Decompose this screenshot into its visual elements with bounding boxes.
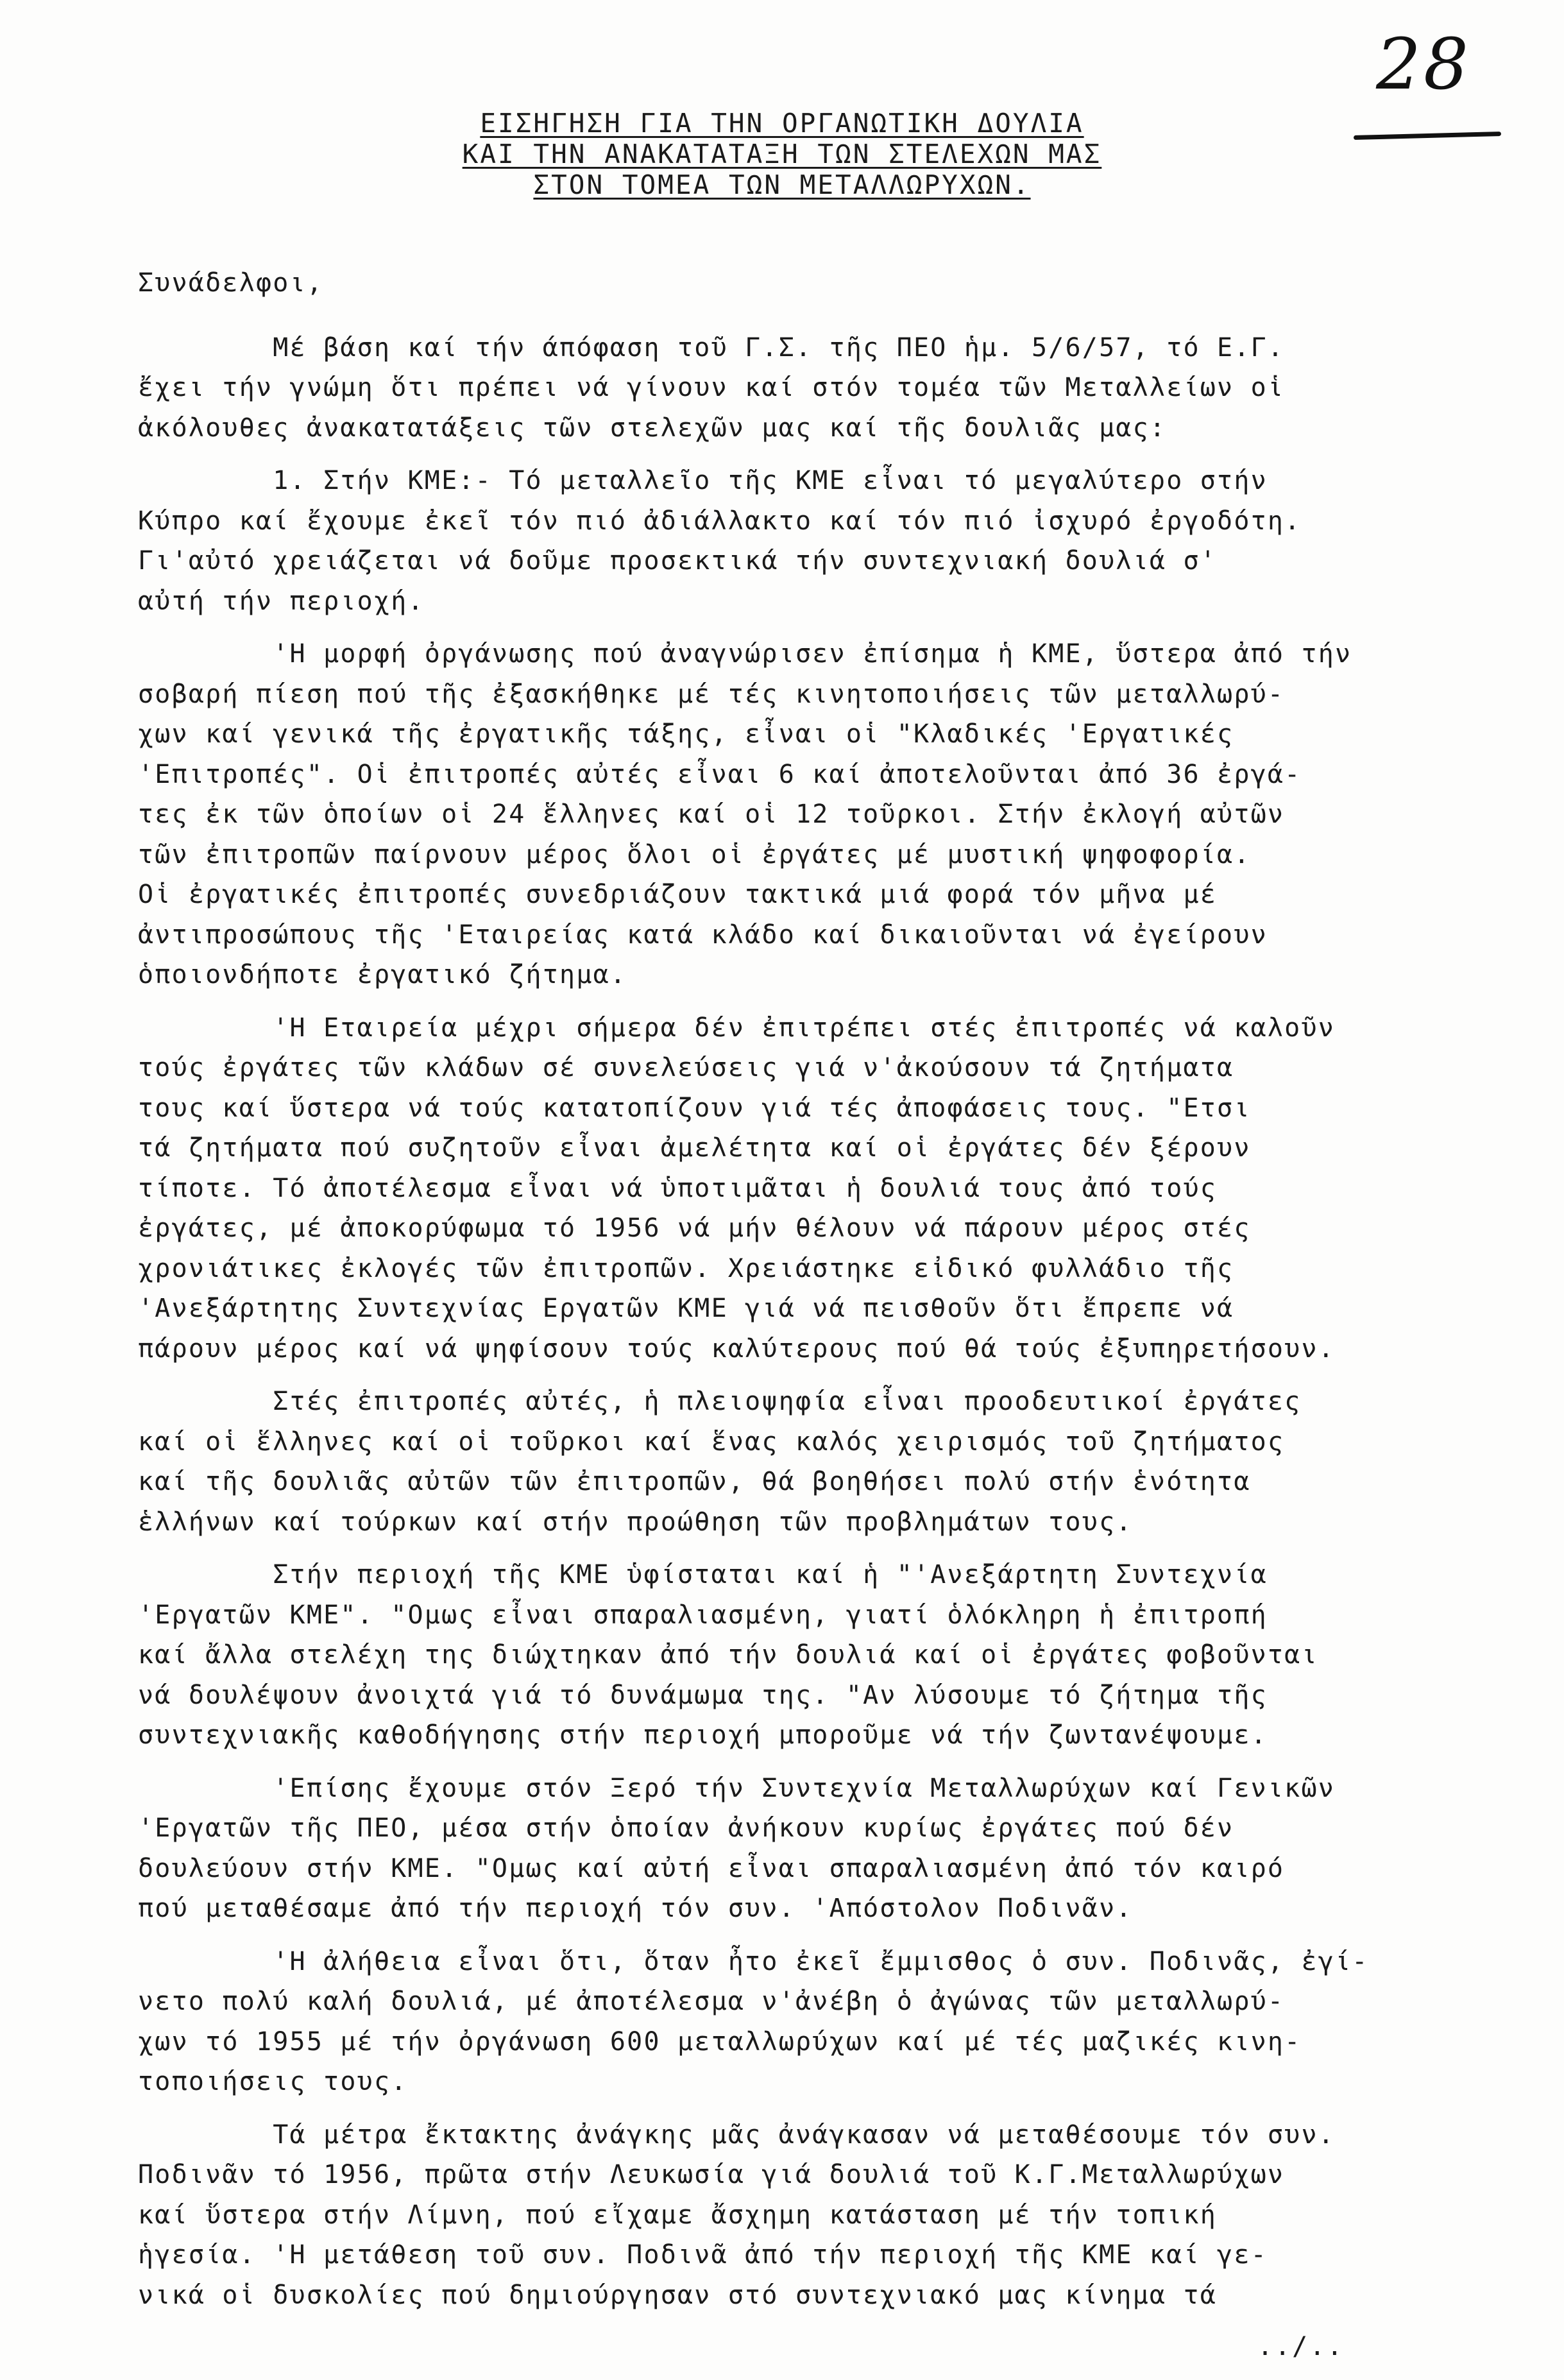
paragraph — [138, 1768, 1504, 1929]
text-line: 'Η μορφή ὀργάνωσης πού ἀναγνώρισεν ἐπίσημα ἡ ΚΜΕ, ὕστερα ἀπό τήν — [138, 639, 1352, 669]
text-line: τους καί ὕστερα νά τούς κατατοπίζουν γιά τές ἀποφάσεις τους. "Ετσι — [138, 1093, 1251, 1123]
paragraph — [138, 1008, 1504, 1369]
title-line: ΣΤΟΝ ΤΟΜΕΑ ΤΩΝ ΜΕΤΑΛΛΩΡΥΧΩΝ. — [533, 169, 1031, 200]
text-line: 'Η ἀλήθεια εἶναι ὅτι, ὅταν ἦτο ἐκεῖ ἔμμισθος ὁ συν. Ποδινᾶς, ἐγί- — [138, 1946, 1369, 1976]
handwritten-page-number: 28 — [1376, 23, 1471, 105]
text-line: ἡγεσία. 'Η μετάθεση τοῦ συν. Ποδινᾶ ἀπό τήν περιοχή τῆς ΚΜΕ καί γε- — [138, 2240, 1268, 2270]
text-line: τά ζητήματα πού συζητοῦν εἶναι ἀμελέτητα καί οἱ ἐργάτες δέν ξέρουν — [138, 1133, 1251, 1163]
text-line: τες ἐκ τῶν ὁποίων οἱ 24 ἕλληνες καί οἱ 12 τοῦρκοι. Στήν ἐκλογή αὐτῶν — [138, 800, 1285, 829]
title-line: ΕΙΣΗΓΗΣΗ ΓΙΑ ΤΗΝ ΟΡΓΑΝΩΤΙΚΗ ΔΟΥΛΙΑ — [480, 108, 1084, 139]
text-line: ἐργάτες, μέ ἀποκορύφωμα τό 1956 νά μήν θέλουν νά πάρουν μέρος στές — [138, 1213, 1251, 1243]
text-line: ἀκόλουθες ἀνακατατάξεις τῶν στελεχῶν μας καί τῆς δουλιᾶς μας: — [138, 413, 1167, 443]
text-line: καί οἱ ἕλληνες καί οἱ τοῦρκοι καί ἕνας καλός χειρισμός τοῦ ζητήματος — [138, 1426, 1285, 1457]
text-line: 1. Στήν ΚΜΕ:- Τό μεταλλεῖο τῆς ΚΜΕ εἶναι τό μεγαλύτερο στήν — [138, 466, 1268, 495]
text-line: καί ὕστερα στήν Λίμνη, πού εἴχαμε ἄσχημη κατάσταση μέ τήν τοπική — [138, 2200, 1218, 2230]
text-line: Μέ βάση καί τήν άπόφαση τοῦ Γ.Σ. τῆς ΠΕΟ ἡμ. 5/6/57, τό Ε.Γ. — [138, 332, 1285, 363]
paragraph — [138, 1382, 1504, 1542]
text-line: συντεχνιακῆς καθοδήγησης στήν περιοχή μποροῦμε νά τήν ζωντανέψουμε. — [138, 1720, 1268, 1750]
text-line: νετο πολύ καλή δουλιά, μέ ἀποτέλεσμα ν'ἀνέβη ὁ ἀγώνας τῶν μεταλλωρύ- — [138, 1987, 1285, 2016]
text-line: τοποιήσεις τους. — [138, 2067, 408, 2096]
text-line: χων καί γενικά τῆς ἐργατικῆς τάξης, εἶναι οἱ "Κλαδικές 'Εργατικές — [138, 719, 1234, 749]
paragraph — [138, 634, 1504, 995]
text-line: σοβαρή πίεση πού τῆς ἐξασκήθηκε μέ τές κινητοποιήσεις τῶν μεταλλωρύ- — [138, 679, 1285, 709]
text-line: 'Εργατῶν τῆς ΠΕΟ, μέσα στήν ὁποίαν ἀνήκουν κυρίως ἐργάτες πού δέν — [138, 1813, 1234, 1843]
document-body — [138, 263, 1504, 2315]
paragraph — [138, 2115, 1504, 2316]
text-line: τῶν ἐπιτροπῶν παίρνουν μέρος ὅλοι οἱ ἐργάτες μέ μυστική ψηφοφορία. — [138, 839, 1251, 869]
text-line: τούς ἐργάτες τῶν κλάδων σέ συνελεύσεις γιά ν'ἀκούσουν τά ζητήματα — [138, 1053, 1234, 1083]
text-line: ὁποιονδήποτε ἐργατικό ζήτημα. — [138, 960, 627, 989]
text-line: Στές ἐπιτροπές αὐτές, ἡ πλειοψηφία εἶναι προοδευτικοί ἐργάτες — [138, 1387, 1302, 1416]
text-line: 'Η Εταιρεία μέχρι σήμερα δέν ἐπιτρέπει στές ἐπιτροπές νά καλοῦν — [138, 1013, 1336, 1043]
title-line: ΚΑΙ ΤΗΝ ΑΝΑΚΑΤΑΤΑΞΗ ΤΩΝ ΣΤΕΛΕΧΩΝ ΜΑΣ — [462, 139, 1102, 169]
text-line: χων τό 1955 μέ τήν ὀργάνωση 600 μεταλλωρύχων καί μέ τές μαζικές κινη- — [138, 2026, 1302, 2057]
text-line: Κύπρο καί ἔχουμε ἐκεῖ τόν πιό ἀδιάλλακτο καί τόν πιό ἰσχυρό ἐργοδότη. — [138, 506, 1302, 536]
paragraph — [138, 1555, 1504, 1756]
text-line: ἀντιπροσώπους τῆς 'Εταιρείας κατά κλάδο καί δικαιοῦνται νά ἐγείρουν — [138, 920, 1268, 950]
text-line: 'Επίσης ἔχουμε στόν Ξερό τήν Συντεχνία Μεταλλωρύχων καί Γενικῶν — [138, 1773, 1336, 1803]
continuation-mark: ../.. — [1257, 2332, 1345, 2361]
text-line: 'Επιτροπές". Οἱ ἐπιτροπές αὐτές εἶναι 6 καί ἀποτελοῦνται ἀπό 36 ἐργά- — [138, 759, 1302, 789]
text-line: πάρουν μέρος καί νά ψηφίσουν τούς καλύτερους πού θά τούς ἐξυπηρετήσουν. — [138, 1333, 1336, 1364]
text-line: 'Ανεξάρτητης Συντεχνίας Εργατῶν ΚΜΕ γιά νά πεισθοῦν ὅτι ἔπρεπε νά — [138, 1294, 1234, 1323]
paragraph — [138, 328, 1504, 449]
salutation: Συνάδελφοι, — [138, 268, 324, 298]
text-line: χρονιάτικες ἐκλογές τῶν ἐπιτροπῶν. Χρειάστηκε εἰδικό φυλλάδιο τῆς — [138, 1253, 1234, 1283]
text-line: νά δουλέψουν ἀνοιχτά γιά τό δυνάμωμα της. "Αν λύσουμε τό ζήτημα τῆς — [138, 1680, 1268, 1710]
text-line: δουλεύουν στήν ΚΜΕ. "Ομως καί αὐτή εἶναι σπαραλιασμένη ἀπό τόν καιρό — [138, 1853, 1285, 1883]
text-line: τίποτε. Τό ἀποτέλεσμα εἶναι νά ὑποτιμᾶται ἡ δουλιά τους ἀπό τούς — [138, 1173, 1218, 1203]
text-line: Οἱ ἐργατικές ἐπιτροπές συνεδριάζουν τακτικά μιά φορά τόν μῆνα μέ — [138, 880, 1218, 909]
text-line: ἔχει τήν γνώμη ὅτι πρέπει νά γίνουν καί στόν τομέα τῶν Μεταλλείων οἱ — [138, 373, 1285, 402]
text-line: καί ἄλλα στελέχη της διώχτηκαν ἀπό τήν δουλιά καί οἱ ἐργάτες φοβοῦνται — [138, 1640, 1318, 1670]
text-line: αὐτή τήν περιοχή. — [138, 586, 425, 616]
text-line: καί τῆς δουλιᾶς αὐτῶν τῶν ἐπιτροπῶν, θά βοηθήσει πολύ στήν ἑνότητα — [138, 1467, 1251, 1496]
text-line: πού μεταθέσαμε ἀπό τήν περιοχή τόν συν. 'Απόστολον Ποδινᾶν. — [138, 1894, 1133, 1923]
text-line: Τά μέτρα ἔκτακτης ἀνάγκης μᾶς ἀνάγκασαν νά μεταθέσουμε τόν συν. — [138, 2119, 1336, 2150]
document-title — [0, 108, 1564, 200]
text-line: Ποδινᾶν τό 1956, πρῶτα στήν Λευκωσία γιά δουλιά τοῦ Κ.Γ.Μεταλλωρύχων — [138, 2160, 1285, 2189]
paragraph — [138, 1942, 1504, 2102]
text-line: ἑλλήνων καί τούρκων καί στήν προώθηση τῶν προβλημάτων τους. — [138, 1507, 1133, 1537]
paragraph — [138, 461, 1504, 621]
text-line: Γι'αὐτό χρειάζεται νά δοῦμε προσεκτικά τήν συντεχνιακή δουλιά σ' — [138, 546, 1218, 576]
text-line: Στήν περιοχή τῆς ΚΜΕ ὑφίσταται καί ἡ "'Ανεξάρτητη Συντεχνία — [138, 1560, 1268, 1589]
text-line: νικά οἱ δυσκολίες πού δημιούργησαν στό συντεχνιακό μας κίνημα τά — [138, 2280, 1218, 2310]
text-line: 'Εργατῶν ΚΜΕ". "Ομως εἶναι σπαραλιασμένη, γιατί ὁλόκληρη ἡ ἐπιτροπή — [138, 1600, 1268, 1630]
